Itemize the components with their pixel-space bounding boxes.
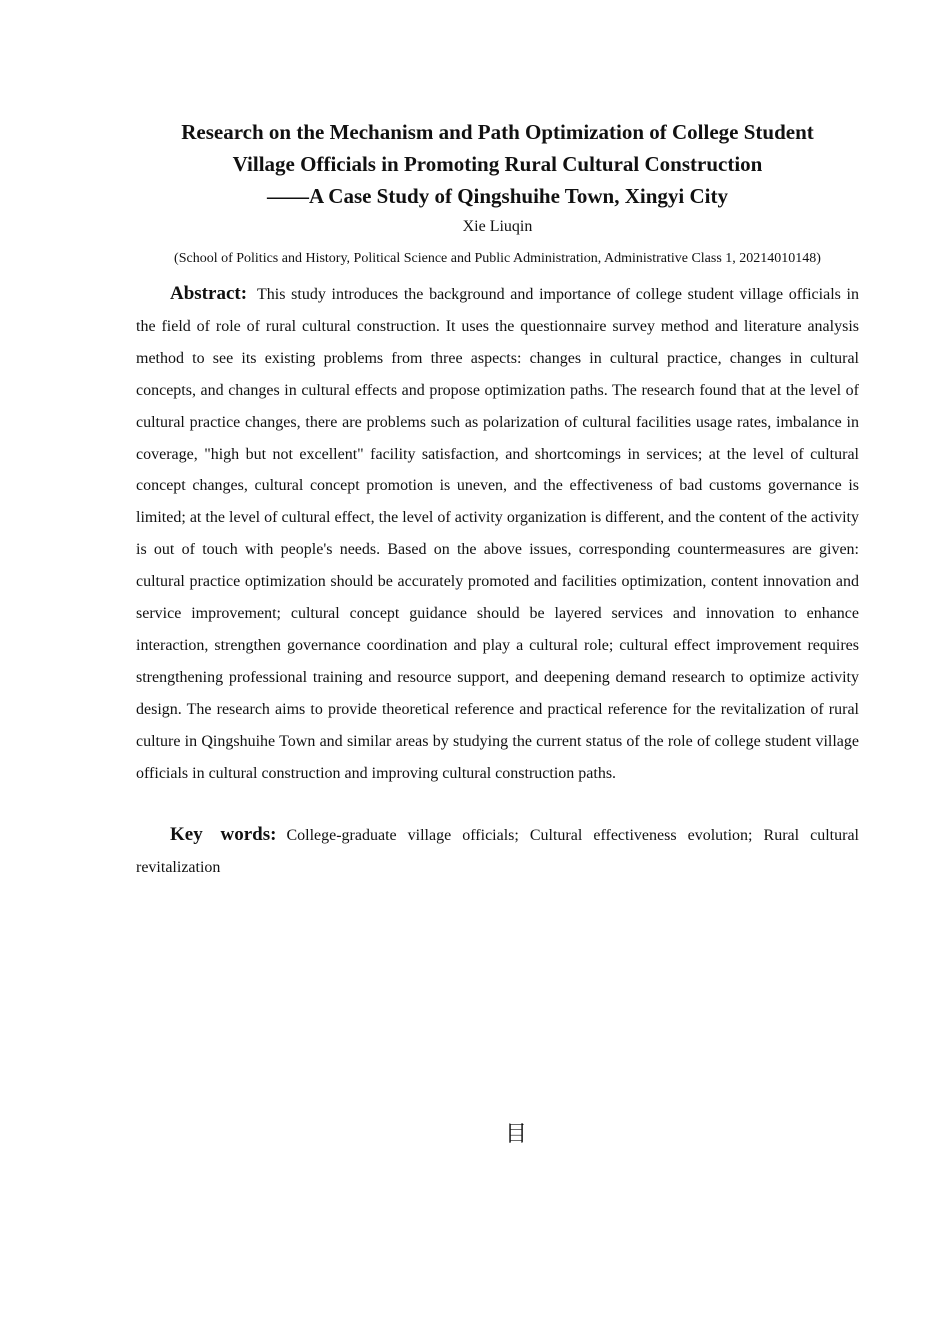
keywords-text: College-graduate village officials; Cultural effectiveness evolution; Rural cultural revitalization: [136, 827, 859, 876]
keywords-label: Key words:: [170, 824, 277, 845]
abstract-paragraph: [136, 278, 859, 790]
toc-heading: 目: [504, 1122, 527, 1147]
title-line-2: Village Officials in Promoting Rural Cultural Construction: [232, 152, 763, 176]
author-name: Xie Liuqin: [462, 218, 533, 235]
abstract-label: Abstract:: [170, 283, 248, 304]
title-line-1: Research on the Mechanism and Path Optimization of College Student: [181, 120, 814, 144]
abstract-text: This study introduces the background and importance of college student village officials in the field of role of rural cultural construction. It uses the questionnaire survey method and literature analysis method to see its existing problems from three aspects: changes in cultural practice, changes in cultural concepts, and changes in cultural effects and propose optimization paths. The research found that at the level of cultural practice changes, there are problems such as polarization of cultural facilities usage rates, imbalance in coverage, "high but not excellent" facility satisfaction, and shortcomings in services; at the level of cultural concept changes, cultural concept promotion is uneven, and the effectiveness of bad customs governance is limited; at the level of cultural effect, the level of activity organization is different, and the content of the activity is out of touch with people's needs. Based on the above issues, corresponding countermeasures are given: cultural practice optimization should be accurately promoted and facilities optimization, content innovation and service improvement; cultural concept guidance should be layered services and innovation to enhance interaction, strengthen governance coordination and play a cultural role; cultural effect improvement requires strengthening professional training and resource support, and deepening demand research to optimize activity design. The research aims to provide theoretical reference and practical reference for the revitalization of rural culture in Qingshuihe Town and similar areas by studying the current status of the role of college student village officials in cultural construction and improving cultural construction paths.: [136, 286, 859, 782]
keywords-paragraph: [136, 819, 859, 884]
author-affiliation: (School of Politics and History, Political Science and Public Administration, Administrative Class 1, 20214010148): [174, 251, 821, 266]
paper-title: [136, 116, 859, 212]
title-line-3: ——A Case Study of Qingshuihe Town, Xingyi City: [267, 184, 728, 208]
